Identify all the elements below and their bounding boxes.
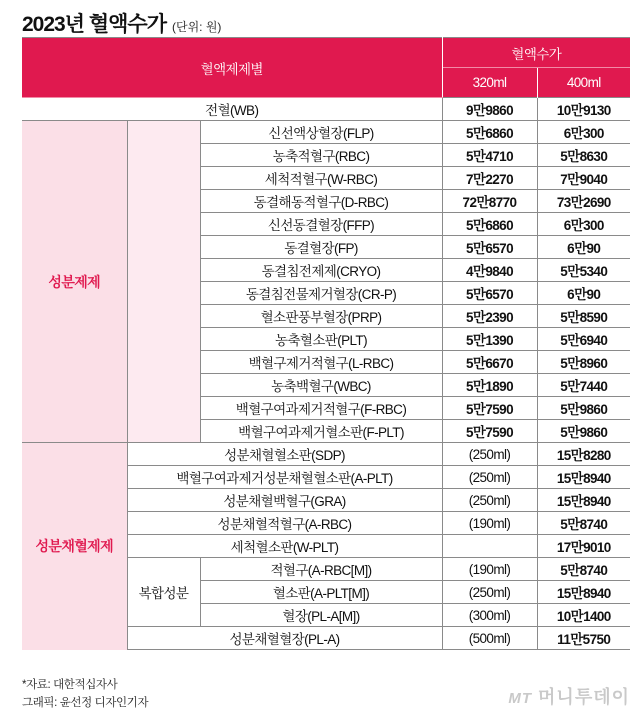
product-name: 성분채혈백혈구(GRA) [127, 489, 442, 512]
price-400: 6만300 [537, 213, 630, 236]
price-320: 5만2390 [442, 305, 537, 328]
price-320: 5만4710 [442, 144, 537, 167]
price-320: 5만6860 [442, 213, 537, 236]
product-name: 백혈구여과제거혈소판(F-PLT) [200, 420, 442, 443]
price-400: 5만5340 [537, 259, 630, 282]
logo-name: 머니투데이 [538, 687, 630, 707]
combined-group-label: 복합성분 [127, 558, 200, 627]
price-400: 6만300 [537, 121, 630, 144]
unit-label: (단위: 원) [171, 20, 222, 34]
product-name: 신선액상혈장(FLP) [200, 121, 442, 144]
price-400: 5만8960 [537, 351, 630, 374]
price-320: (300ml) [442, 604, 537, 627]
price-320: (190ml) [442, 558, 537, 581]
category-spacer [127, 121, 200, 443]
price-320: (250ml) [442, 443, 537, 466]
price-400: 15만8940 [537, 466, 630, 489]
product-name: 혈장(PL-A[M]) [200, 604, 442, 627]
product-name: 백혈구여과제거성분채혈혈소판(A-PLT) [127, 466, 442, 489]
price-400: 15만8940 [537, 489, 630, 512]
price-320: (250ml) [442, 466, 537, 489]
price-320: 5만6860 [442, 121, 537, 144]
category-component: 성분제제 [22, 121, 127, 443]
product-name: 세척혈소판(W-PLT) [127, 535, 442, 558]
price-400: 7만9040 [537, 167, 630, 190]
graphic-credit: 그래픽: 윤선정 디자인기자 [22, 697, 149, 709]
product-name: 동결해동적혈구(D-RBC) [200, 190, 442, 213]
product-name: 백혈구제거적혈구(L-RBC) [200, 351, 442, 374]
price-320: 5만6570 [442, 282, 537, 305]
price-320: 5만1390 [442, 328, 537, 351]
price-400: 5만8590 [537, 305, 630, 328]
header-320ml: 320ml [442, 68, 537, 98]
price-320: 4만9840 [442, 259, 537, 282]
price-320: (500ml) [442, 627, 537, 650]
price-320: 72만8770 [442, 190, 537, 213]
product-name: 농축혈소판(PLT) [200, 328, 442, 351]
table-row [22, 443, 630, 466]
price-400: 5만8740 [537, 558, 630, 581]
price-table [22, 37, 630, 650]
price-320: (250ml) [442, 489, 537, 512]
header-price: 혈액수가 [442, 38, 630, 68]
price-320: (250ml) [442, 581, 537, 604]
price-400: 5만8740 [537, 512, 630, 535]
product-name: 세척적혈구(W-RBC) [200, 167, 442, 190]
logo-mark: MT [508, 690, 533, 707]
price-320: 5만1890 [442, 374, 537, 397]
product-name: 농축적혈구(RBC) [200, 144, 442, 167]
product-name: 전혈(WB) [22, 98, 442, 121]
table-row [22, 121, 630, 144]
product-name: 성분채혈혈장(PL-A) [127, 627, 442, 650]
product-name: 동결침전물제거혈장(CR-P) [200, 282, 442, 305]
product-name: 혈소판(A-PLT[M]) [200, 581, 442, 604]
product-name: 신선동결혈장(FFP) [200, 213, 442, 236]
price-320: 5만7590 [442, 420, 537, 443]
product-name: 백혈구여과제거적혈구(F-RBC) [200, 397, 442, 420]
price-400: 5만9860 [537, 397, 630, 420]
header-400ml: 400ml [537, 68, 630, 98]
price-400: 5만9860 [537, 420, 630, 443]
price-400: 17만9010 [537, 535, 630, 558]
price-320: 5만6670 [442, 351, 537, 374]
source-note: *자료: 대한적십자사 [22, 679, 118, 691]
product-name: 적혈구(A-RBC[M]) [200, 558, 442, 581]
publisher-logo [508, 683, 630, 709]
price-320 [442, 535, 537, 558]
page-title [22, 8, 221, 38]
product-name: 혈소판풍부혈장(PRP) [200, 305, 442, 328]
price-320: 9만9860 [442, 98, 537, 121]
product-name: 동결혈장(FP) [200, 236, 442, 259]
price-320: 5만6570 [442, 236, 537, 259]
category-apheresis: 성분채혈제제 [22, 443, 127, 650]
price-320: 5만7590 [442, 397, 537, 420]
table-row [22, 98, 630, 121]
price-400: 6만90 [537, 236, 630, 259]
price-400: 10만1400 [537, 604, 630, 627]
price-400: 5만7440 [537, 374, 630, 397]
price-320: (190ml) [442, 512, 537, 535]
price-400: 10만9130 [537, 98, 630, 121]
price-400: 6만90 [537, 282, 630, 305]
product-name: 성분채혈혈소판(SDP) [127, 443, 442, 466]
product-name: 동결침전제제(CRYO) [200, 259, 442, 282]
price-400: 15만8940 [537, 581, 630, 604]
price-400: 11만5750 [537, 627, 630, 650]
title-text: 2023년 혈액수가 [22, 13, 166, 36]
price-400: 5만8630 [537, 144, 630, 167]
price-320: 7만2270 [442, 167, 537, 190]
product-name: 성분채혈적혈구(A-RBC) [127, 512, 442, 535]
header-product: 혈액제제별 [22, 38, 442, 98]
price-400: 15만8280 [537, 443, 630, 466]
table-body [22, 98, 630, 650]
price-400: 73만2690 [537, 190, 630, 213]
price-400: 5만6940 [537, 328, 630, 351]
product-name: 농축백혈구(WBC) [200, 374, 442, 397]
